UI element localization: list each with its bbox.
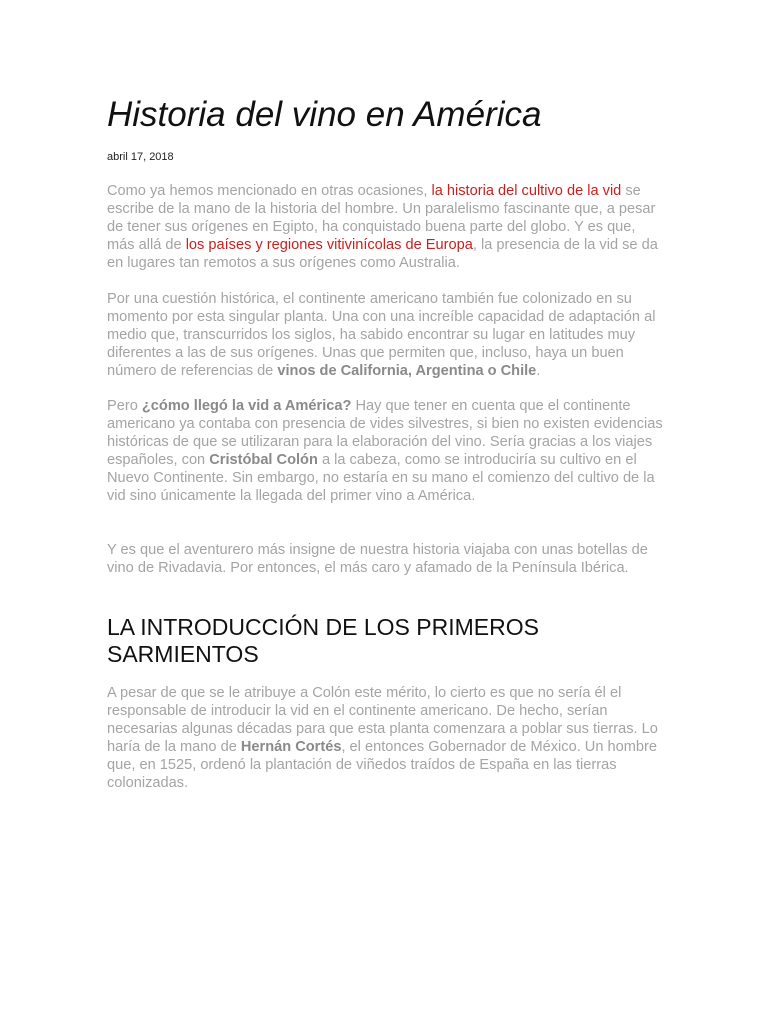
paragraph-1-text-2: se escribe de la mano de la historia del hombre. Un paralelismo fascinante que, a pesar de tener sus orígenes en Egipto, ha conquistado buena parte del globo. Y es que, más allá de xyxy=(107,183,656,253)
paragraph-2 xyxy=(107,290,663,380)
section-heading: LA INTRODUCCIÓN DE LOS PRIMEROS SARMIENTOS xyxy=(107,614,539,667)
paragraph-1-text-1: Como ya hemos mencionado en otras ocasiones, xyxy=(107,183,432,199)
link-historia-cultivo-vid[interactable]: la historia del cultivo de la vid xyxy=(431,183,622,199)
article-date: abril 17, 2018 xyxy=(107,151,174,163)
paragraph-3-text-1: Pero xyxy=(107,398,142,414)
paragraph-2-bold-1: vinos de California, Argentina o Chile xyxy=(277,363,537,379)
paragraph-1 xyxy=(107,182,663,272)
paragraph-3-text-2: Hay que tener en cuenta que el continente americano ya contaba con presencia de vides silvestres, si bien no existen evidencias históricas de que se utilizaran para la elaboración del vino. Sería gracias a los viajes españoles, con xyxy=(107,398,663,468)
paragraph-2-text-1: Por una cuestión histórica, el continente americano también fue colonizado en su momento por esta singular planta. Una con una increíble capacidad de adaptación al medio que, transcurridos los siglos, ha sabido encontrar su lugar en latitudes muy diferentes a las de sus orígenes. Unas que permiten que, incluso, haya un buen número de referencias de xyxy=(107,291,656,379)
article-title: Historia del vino en América xyxy=(107,95,542,134)
paragraph-3-bold-2: Cristóbal Colón xyxy=(209,452,318,468)
paragraph-3-text-3: a la cabeza, como se introduciría su cultivo en el Nuevo Continente. Sin embargo, no estaría en su mano el comienzo del cultivo de la vid sino únicamente la llegada del primer vino a América. xyxy=(107,452,655,504)
paragraph-4-text-1: Y es que el aventurero más insigne de nuestra historia viajaba con unas botellas de vino de Rivadavia. Por entonces, el más caro y afamado de la Península Ibérica. xyxy=(107,542,648,576)
paragraph-1-text-3: , la presencia de la vid se da en lugares tan remotos a sus orígenes como Australia. xyxy=(107,237,658,271)
paragraph-5-bold-1: Hernán Cortés xyxy=(240,739,342,755)
paragraph-3-bold-1: ¿cómo llegó la vid a América? xyxy=(141,398,352,414)
paragraph-2-text-2: . xyxy=(536,363,541,379)
paragraph-5-text-1: A pesar de que se le atribuye a Colón este mérito, lo cierto es que no sería él el responsable de introducir la vid en el continente americano. De hecho, serían necesarias algunas décadas para que esta planta comenzara a poblar sus tierras. Lo haría de la mano de xyxy=(107,685,658,755)
link-paises-regiones-vitivinicolas[interactable]: los países y regiones vitivinícolas de Europa xyxy=(185,237,473,253)
paragraph-4 xyxy=(107,541,663,577)
paragraph-5-text-2: , el entonces Gobernador de México. Un hombre que, en 1525, ordenó la plantación de viñedos traídos de España en las tierras colonizadas. xyxy=(107,739,657,791)
paragraph-3 xyxy=(107,397,663,505)
paragraph-5 xyxy=(107,684,663,792)
